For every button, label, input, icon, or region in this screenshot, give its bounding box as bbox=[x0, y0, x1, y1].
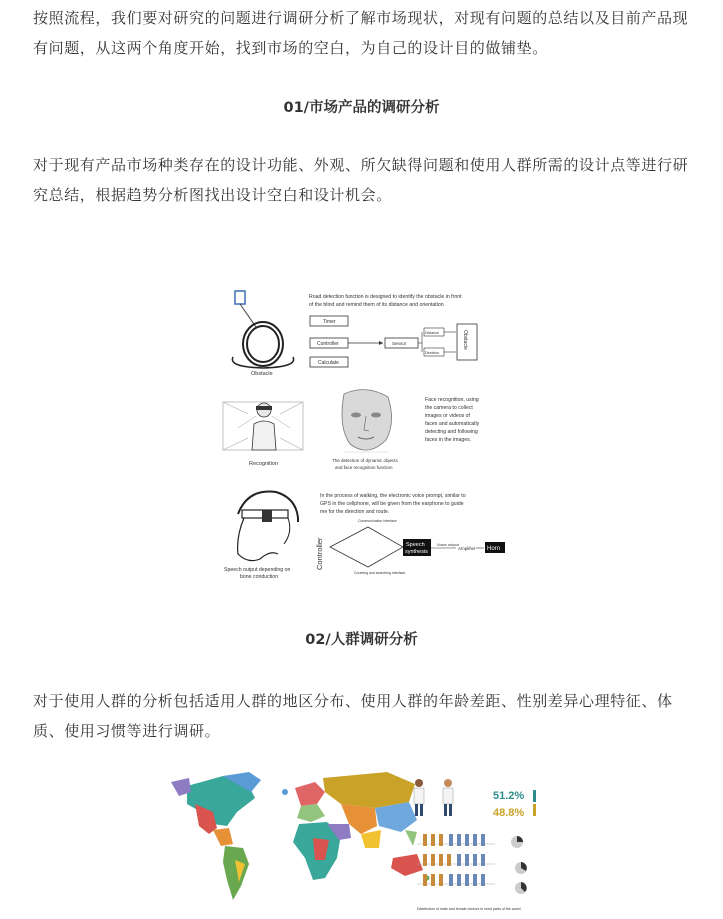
face-illustration bbox=[342, 390, 392, 452]
product-analysis-figure bbox=[218, 282, 552, 612]
world-map bbox=[171, 772, 430, 900]
female-bar bbox=[533, 804, 536, 816]
male-doctor-icon bbox=[414, 779, 424, 816]
obstacle-box: Obstacle bbox=[462, 330, 468, 350]
male-percentage: 51.2% bbox=[493, 790, 525, 802]
bottom-branch-label: Counting and searching interface bbox=[354, 571, 406, 575]
panel2-description-line: images or videos of bbox=[425, 413, 470, 419]
controller-box: Controller bbox=[317, 341, 339, 347]
panel3-description-line: In the process of walking, the electronic voice prompt, similar to bbox=[320, 493, 466, 499]
panel3-caption-line2: bone conduction bbox=[240, 574, 279, 580]
panel1-description-line2: of the blind and remind them of its distance and orientation bbox=[309, 302, 444, 308]
pie-chart-2 bbox=[515, 862, 527, 874]
panel2-description-line: faces and automatically bbox=[425, 421, 480, 427]
section1-body: 对于现有产品市场种类存在的设计功能、外观、所欠缺得问题和使用人群所需的设计点等进行研究总结，根据趋势分析图找出设计空白和设计机会。 bbox=[33, 156, 689, 204]
timer-box: Timer bbox=[323, 319, 336, 325]
section1-title: 01/市场产品的调研分析 bbox=[283, 100, 440, 116]
panel1-flow bbox=[310, 316, 477, 367]
sensor-box: Sensor bbox=[392, 341, 407, 346]
male-bar bbox=[533, 790, 536, 802]
direction-box: Direction bbox=[425, 351, 440, 355]
recognition-room-illustration bbox=[223, 402, 303, 450]
voice-output-label: Voice output bbox=[437, 542, 460, 547]
people-row-3 bbox=[423, 874, 443, 886]
user-research-graphic bbox=[165, 768, 555, 914]
panel3-flow bbox=[330, 519, 505, 575]
pie-chart-3 bbox=[515, 882, 527, 894]
panel1-description-line1: Road detection function is designed to identify the obstacle in front bbox=[309, 294, 462, 300]
speech-synthesis-line2: synthesis bbox=[405, 549, 428, 555]
panel3-caption-line1: Speech output depending on bbox=[224, 567, 291, 573]
head-top-illustration bbox=[232, 291, 293, 368]
horn-label: Horn bbox=[487, 546, 501, 552]
intro-paragraph: 按照流程，我们要对研究的问题进行调研分析了解市场现状，对现有问题的总结以及目前产品现有问题，从这两个角度开始，找到市场的空白，为自己的设计目的做铺垫。 bbox=[33, 9, 689, 57]
panel2-description-line: the camera to collect bbox=[425, 405, 473, 411]
female-percentage: 48.8% bbox=[493, 807, 525, 819]
speech-synthesis-line1: Speech bbox=[406, 542, 425, 548]
user-research-figure bbox=[165, 768, 555, 914]
distance-box: Distance bbox=[425, 331, 439, 335]
figure2-caption: Distribution of male and female doctors in most parts of the world bbox=[417, 907, 521, 911]
people-row-1 bbox=[423, 834, 443, 846]
panel2-description-line: detecting and following bbox=[425, 429, 478, 435]
panel2-caption-mid-line1: The detection of dynamic objects bbox=[332, 458, 398, 463]
panel2-caption-left: Recognition bbox=[249, 461, 279, 467]
head-side-illustration bbox=[238, 491, 298, 560]
female-doctor-icon bbox=[443, 779, 453, 816]
controller-vertical-label: Controller bbox=[315, 537, 324, 570]
panel3-description bbox=[320, 493, 466, 515]
section2-title: 02/人群调研分析 bbox=[305, 632, 418, 648]
panel2-description bbox=[425, 397, 480, 443]
top-branch-label: Communication interface bbox=[358, 519, 397, 523]
panel2-description-line: Face recognition, using bbox=[425, 397, 479, 403]
panel2-description-line: faces in the images. bbox=[425, 437, 472, 443]
panel3-description-line: GPS in the cellphone, will be given from the earphone to guide bbox=[320, 501, 464, 507]
calculate-box: Calculate bbox=[318, 360, 339, 366]
panel3-description-line: me for the direction and route. bbox=[320, 509, 390, 515]
section2-body: 对于使用人群的分析包括适用人群的地区分布、使用人群的年龄差距、性别差异心理特征、体质、使用习惯等进行调研。 bbox=[33, 692, 673, 740]
pie-chart-1 bbox=[511, 836, 523, 848]
amplifier-label: Amplifier bbox=[458, 546, 476, 551]
product-analysis-diagram bbox=[218, 282, 552, 612]
panel1-caption: Obstacle bbox=[251, 371, 273, 377]
panel2-caption-mid-line2: and face recognition function bbox=[335, 465, 393, 470]
